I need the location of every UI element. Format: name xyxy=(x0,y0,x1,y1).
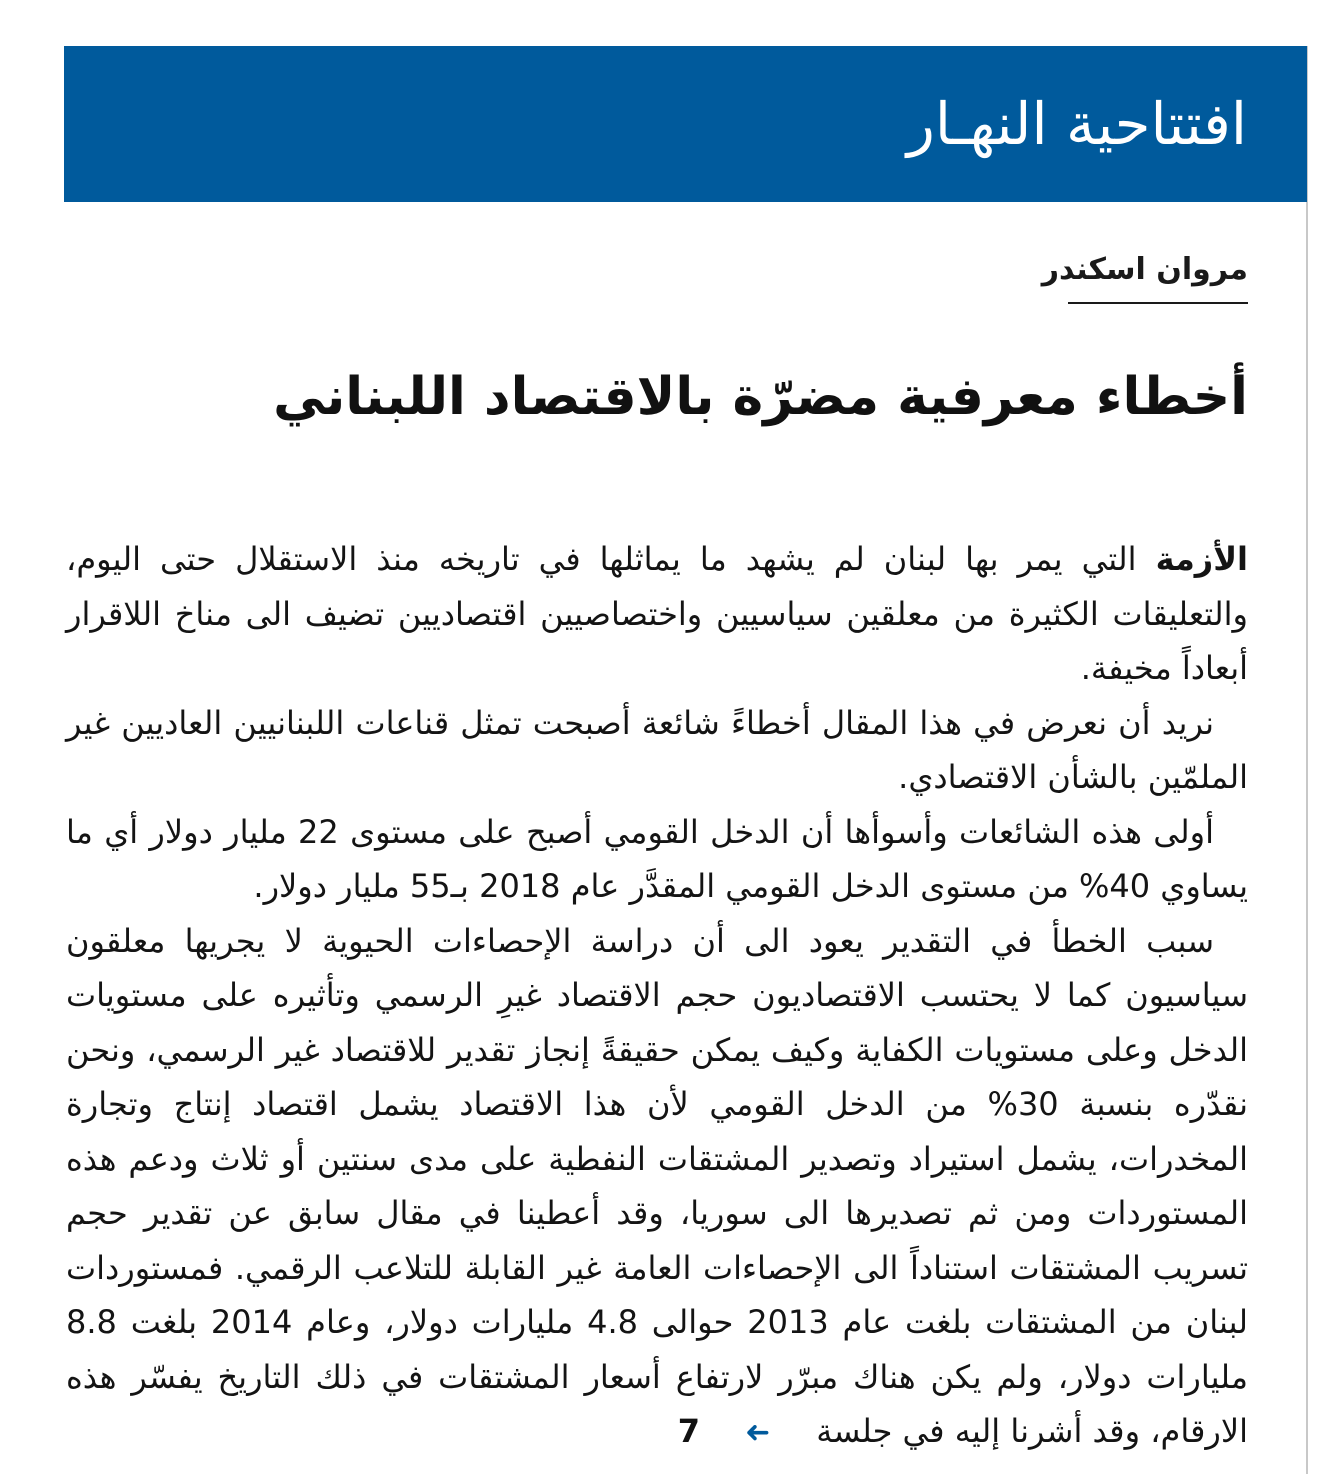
byline xyxy=(1042,248,1248,304)
continued-on-page[interactable] xyxy=(678,1404,805,1461)
paragraph-2: نريد أن نعرض في هذا المقال أخطاءً شائعة أصبحت تمثل قناعات اللبنانيين العاديين غير الملمّين بالشأن الاقتصادي. xyxy=(66,703,1248,796)
author-name: مروان اسكندر xyxy=(1041,252,1248,287)
byline-divider xyxy=(1068,302,1248,304)
lead-word: الأزمة xyxy=(1155,540,1248,578)
paragraph-4 xyxy=(66,914,1248,1461)
article-headline: أخطاء معرفية مضرّة بالاقتصاد اللبناني xyxy=(273,367,1248,427)
paragraph-4-text: سبب الخطأ في التقدير يعود الى أن دراسة الإحصاءات الحيوية لا يجريها معلقون سياسيون كما لا يحتسب الاقتصاديون حجم الاقتصاد غيرِ الرسمي وتأثيره على مستويات الدخل وعلى مستويات الكفاية وكيف يمكن حقيقةً إنجاز تقدير للاقتصاد غير الرسمي، ونحن نقدّره بنسبة 30% من الدخل القومي لأن هذا الاقتصاد يشمل اقتصاد إنتاج وتجارة المخدرات، يشمل استيراد وتصدير المشتقات النفطية على مدى سنتين أو ثلاث ودعم هذه المستوردات ومن ثم تصديرها الى سوريا، وقد أعطينا في مقال سابق عن تقدير حجم تسريب المشتقات استناداً الى الإحصاءات العامة غير القابلة للتلاعب الرقمي. فمستوردات لبنان من المشتقات بلغت عام 2013 حوالى 4.8 مليارات دولار، وعام 2014 بلغت 8.8 مليارات دولار، ولم يكن هناك مبرّر لارتفاع أسعار المشتقات في ذلك التاريخ يفسّر هذه الارقام، وقد أشرنا إليه في جلسة xyxy=(66,921,1249,1450)
paragraph-3: أولى هذه الشائعات وأسوأها أن الدخل القومي أصبح على مستوى 22 مليار دولار أي ما يساوي 40% من مستوى الدخل القومي المقدَّر عام 2018 بـ55 مليار دولار. xyxy=(66,812,1248,905)
section-banner xyxy=(64,46,1307,202)
continued-page-number: 7 xyxy=(677,1412,701,1450)
article-body xyxy=(66,532,1248,1461)
arrow-left-icon: ➜ xyxy=(745,1415,771,1450)
paragraph-1-text: التي يمر بها لبنان لم يشهد ما يماثلها في تاريخه منذ الاستقلال حتى اليوم، والتعليقات الكثيرة من معلقين سياسيين واختصاصيين اقتصاديين تضيف الى مناخ اللاقرار أبعاداً مخيفة. xyxy=(66,540,1248,687)
section-title: افتتاحية النهـار xyxy=(906,90,1247,158)
paragraph-1 xyxy=(66,532,1248,696)
page-border-right xyxy=(1306,46,1308,1474)
